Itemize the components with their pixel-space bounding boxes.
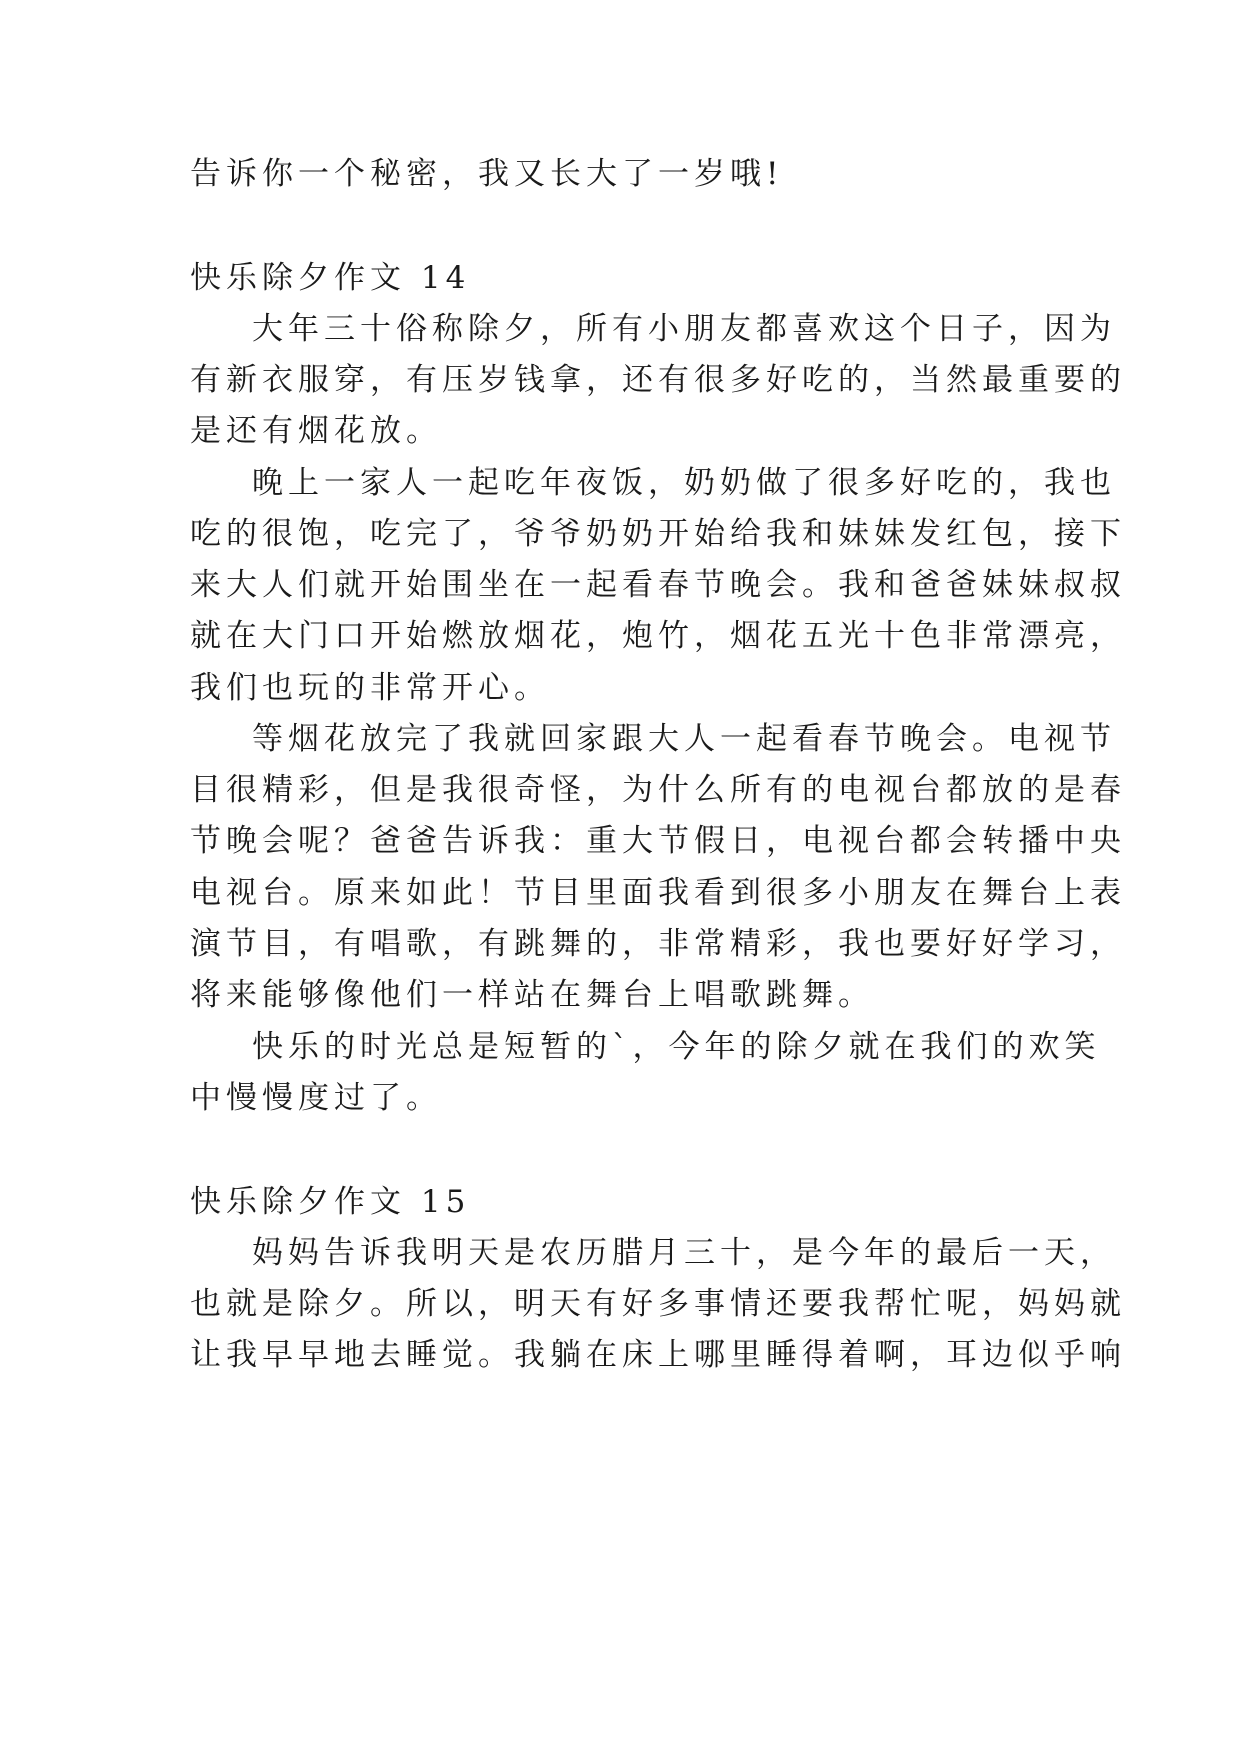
paragraph-line: 也就是除夕。所以，明天有好多事情还要我帮忙呢，妈妈就 <box>190 1286 1126 1322</box>
paragraph-line: 目很精彩，但是我很奇怪，为什么所有的电视台都放的是春 <box>190 772 1126 808</box>
paragraph-line: 让我早早地去睡觉。我躺在床上哪里睡得着啊，耳边似乎响 <box>190 1337 1126 1373</box>
paragraph-line: 演节目，有唱歌，有跳舞的，非常精彩，我也要好好学习， <box>190 926 1126 962</box>
paragraph-line: 等烟花放完了我就回家跟大人一起看春节晚会。电视节 <box>252 721 1116 757</box>
paragraph-line: 大年三十俗称除夕，所有小朋友都喜欢这个日子，因为 <box>252 311 1116 347</box>
paragraph-line: 是还有烟花放。 <box>190 413 442 449</box>
section-heading-14: 快乐除夕作文 14 <box>190 260 471 296</box>
paragraph-line: 我们也玩的非常开心。 <box>190 670 550 706</box>
paragraph-line: 来大人们就开始围坐在一起看春节晚会。我和爸爸妹妹叔叔 <box>190 567 1126 603</box>
paragraph-line: 快乐的时光总是短暂的`，今年的除夕就在我们的欢笑 <box>252 1029 1101 1065</box>
paragraph-line: 就在大门口开始燃放烟花，炮竹，烟花五光十色非常漂亮， <box>190 618 1126 654</box>
paragraph-line: 晚上一家人一起吃年夜饭，奶奶做了很多好吃的，我也 <box>252 465 1116 501</box>
paragraph-line: 中慢慢度过了。 <box>190 1080 442 1116</box>
paragraph-line: 电视台。原来如此！节目里面我看到很多小朋友在舞台上表 <box>190 875 1126 911</box>
paragraph-line: 将来能够像他们一样站在舞台上唱歌跳舞。 <box>190 977 874 1013</box>
paragraph-line: 有新衣服穿，有压岁钱拿，还有很多好吃的，当然最重要的 <box>190 362 1126 398</box>
section-heading-15: 快乐除夕作文 15 <box>190 1184 471 1220</box>
paragraph-line: 吃的很饱，吃完了，爷爷奶奶开始给我和妹妹发红包，接下 <box>190 516 1126 552</box>
paragraph-line: 妈妈告诉我明天是农历腊月三十，是今年的最后一天， <box>252 1235 1116 1271</box>
text-line: 告诉你一个秘密，我又长大了一岁哦! <box>190 156 784 192</box>
paragraph-line: 节晚会呢？爸爸告诉我：重大节假日，电视台都会转播中央 <box>190 823 1126 859</box>
